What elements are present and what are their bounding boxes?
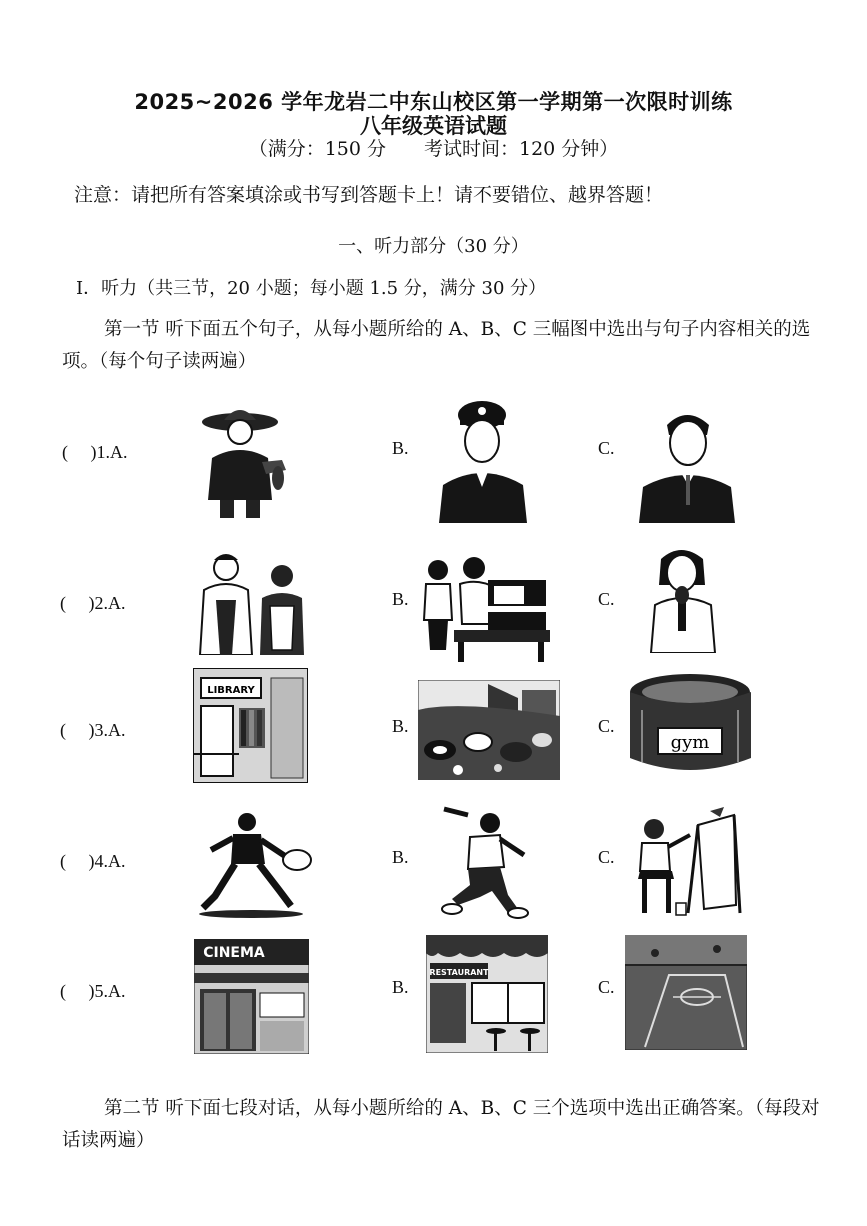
question-4-option-b-label: B.	[392, 847, 409, 867]
basketball-court-picture	[625, 935, 747, 1050]
painter-picture	[628, 805, 743, 917]
dancer-picture	[438, 805, 533, 920]
exam-score-time: （满分：150 分 考试时间：120 分钟）	[248, 138, 619, 160]
question-1-option-c-label: C.	[598, 438, 615, 458]
question-3-label: ( )3.A.	[60, 720, 126, 740]
question-4-label: ( )4.A.	[60, 851, 126, 871]
farm-picture	[418, 680, 560, 780]
tennis-player-picture	[195, 810, 317, 918]
piano-lesson-picture	[418, 550, 550, 662]
exam-notice: 注意：请把所有答案填涂或书写到答题卡上！请不要错位、越界答题！	[74, 184, 664, 206]
question-5-option-c-label: C.	[598, 977, 615, 997]
question-3-option-c-label: C.	[598, 716, 615, 736]
section-title-listening: 一、听力部分（30 分）	[338, 236, 529, 257]
library-sign-text: LIBRARY	[207, 685, 255, 696]
part-title-listening: I．听力（共三节，20 小题；每小题 1.5 分，满分 30 分）	[76, 278, 547, 299]
question-5-option-b-label: B.	[392, 977, 409, 997]
cinema-sign-text: CINEMA	[203, 945, 265, 961]
exam-subject-title: 八年级英语试题	[360, 114, 507, 138]
soldier-picture	[435, 395, 530, 523]
question-1-option-b-label: B.	[392, 438, 409, 458]
gym-picture	[628, 670, 753, 778]
cinema-picture	[194, 939, 309, 1054]
businessman-picture	[637, 405, 737, 523]
farmer-picture	[190, 400, 300, 518]
exam-title: 2025~2026 学年龙岩二中东山校区第一学期第一次限时训练	[134, 90, 733, 114]
library-picture	[193, 668, 308, 783]
question-5-label: ( )5.A.	[60, 981, 126, 1001]
section2-instruction: 第二节 听下面七段对话，从每小题所给的 A、B、C 三个选项中选出正确答案。（每段对话读两遍）	[62, 1098, 820, 1151]
section1-instruction: 第一节 听下面五个句子，从每小题所给的 A、B、C 三幅图中选出与句子内容相关的选项。（每个句子读两遍）	[62, 319, 811, 372]
question-2-option-c-label: C.	[598, 589, 615, 609]
restaurant-picture	[426, 935, 548, 1053]
restaurant-sign-text: RESTAURANT	[429, 968, 489, 977]
question-2-label: ( )2.A.	[60, 593, 126, 613]
gym-sign-text: gym	[670, 732, 710, 753]
question-1-label: ( )1.A.	[62, 442, 128, 462]
question-3-option-b-label: B.	[392, 716, 409, 736]
question-4-option-c-label: C.	[598, 847, 615, 867]
doctor-patient-picture	[190, 550, 310, 655]
question-2-option-b-label: B.	[392, 589, 409, 609]
singer-picture	[645, 545, 720, 653]
